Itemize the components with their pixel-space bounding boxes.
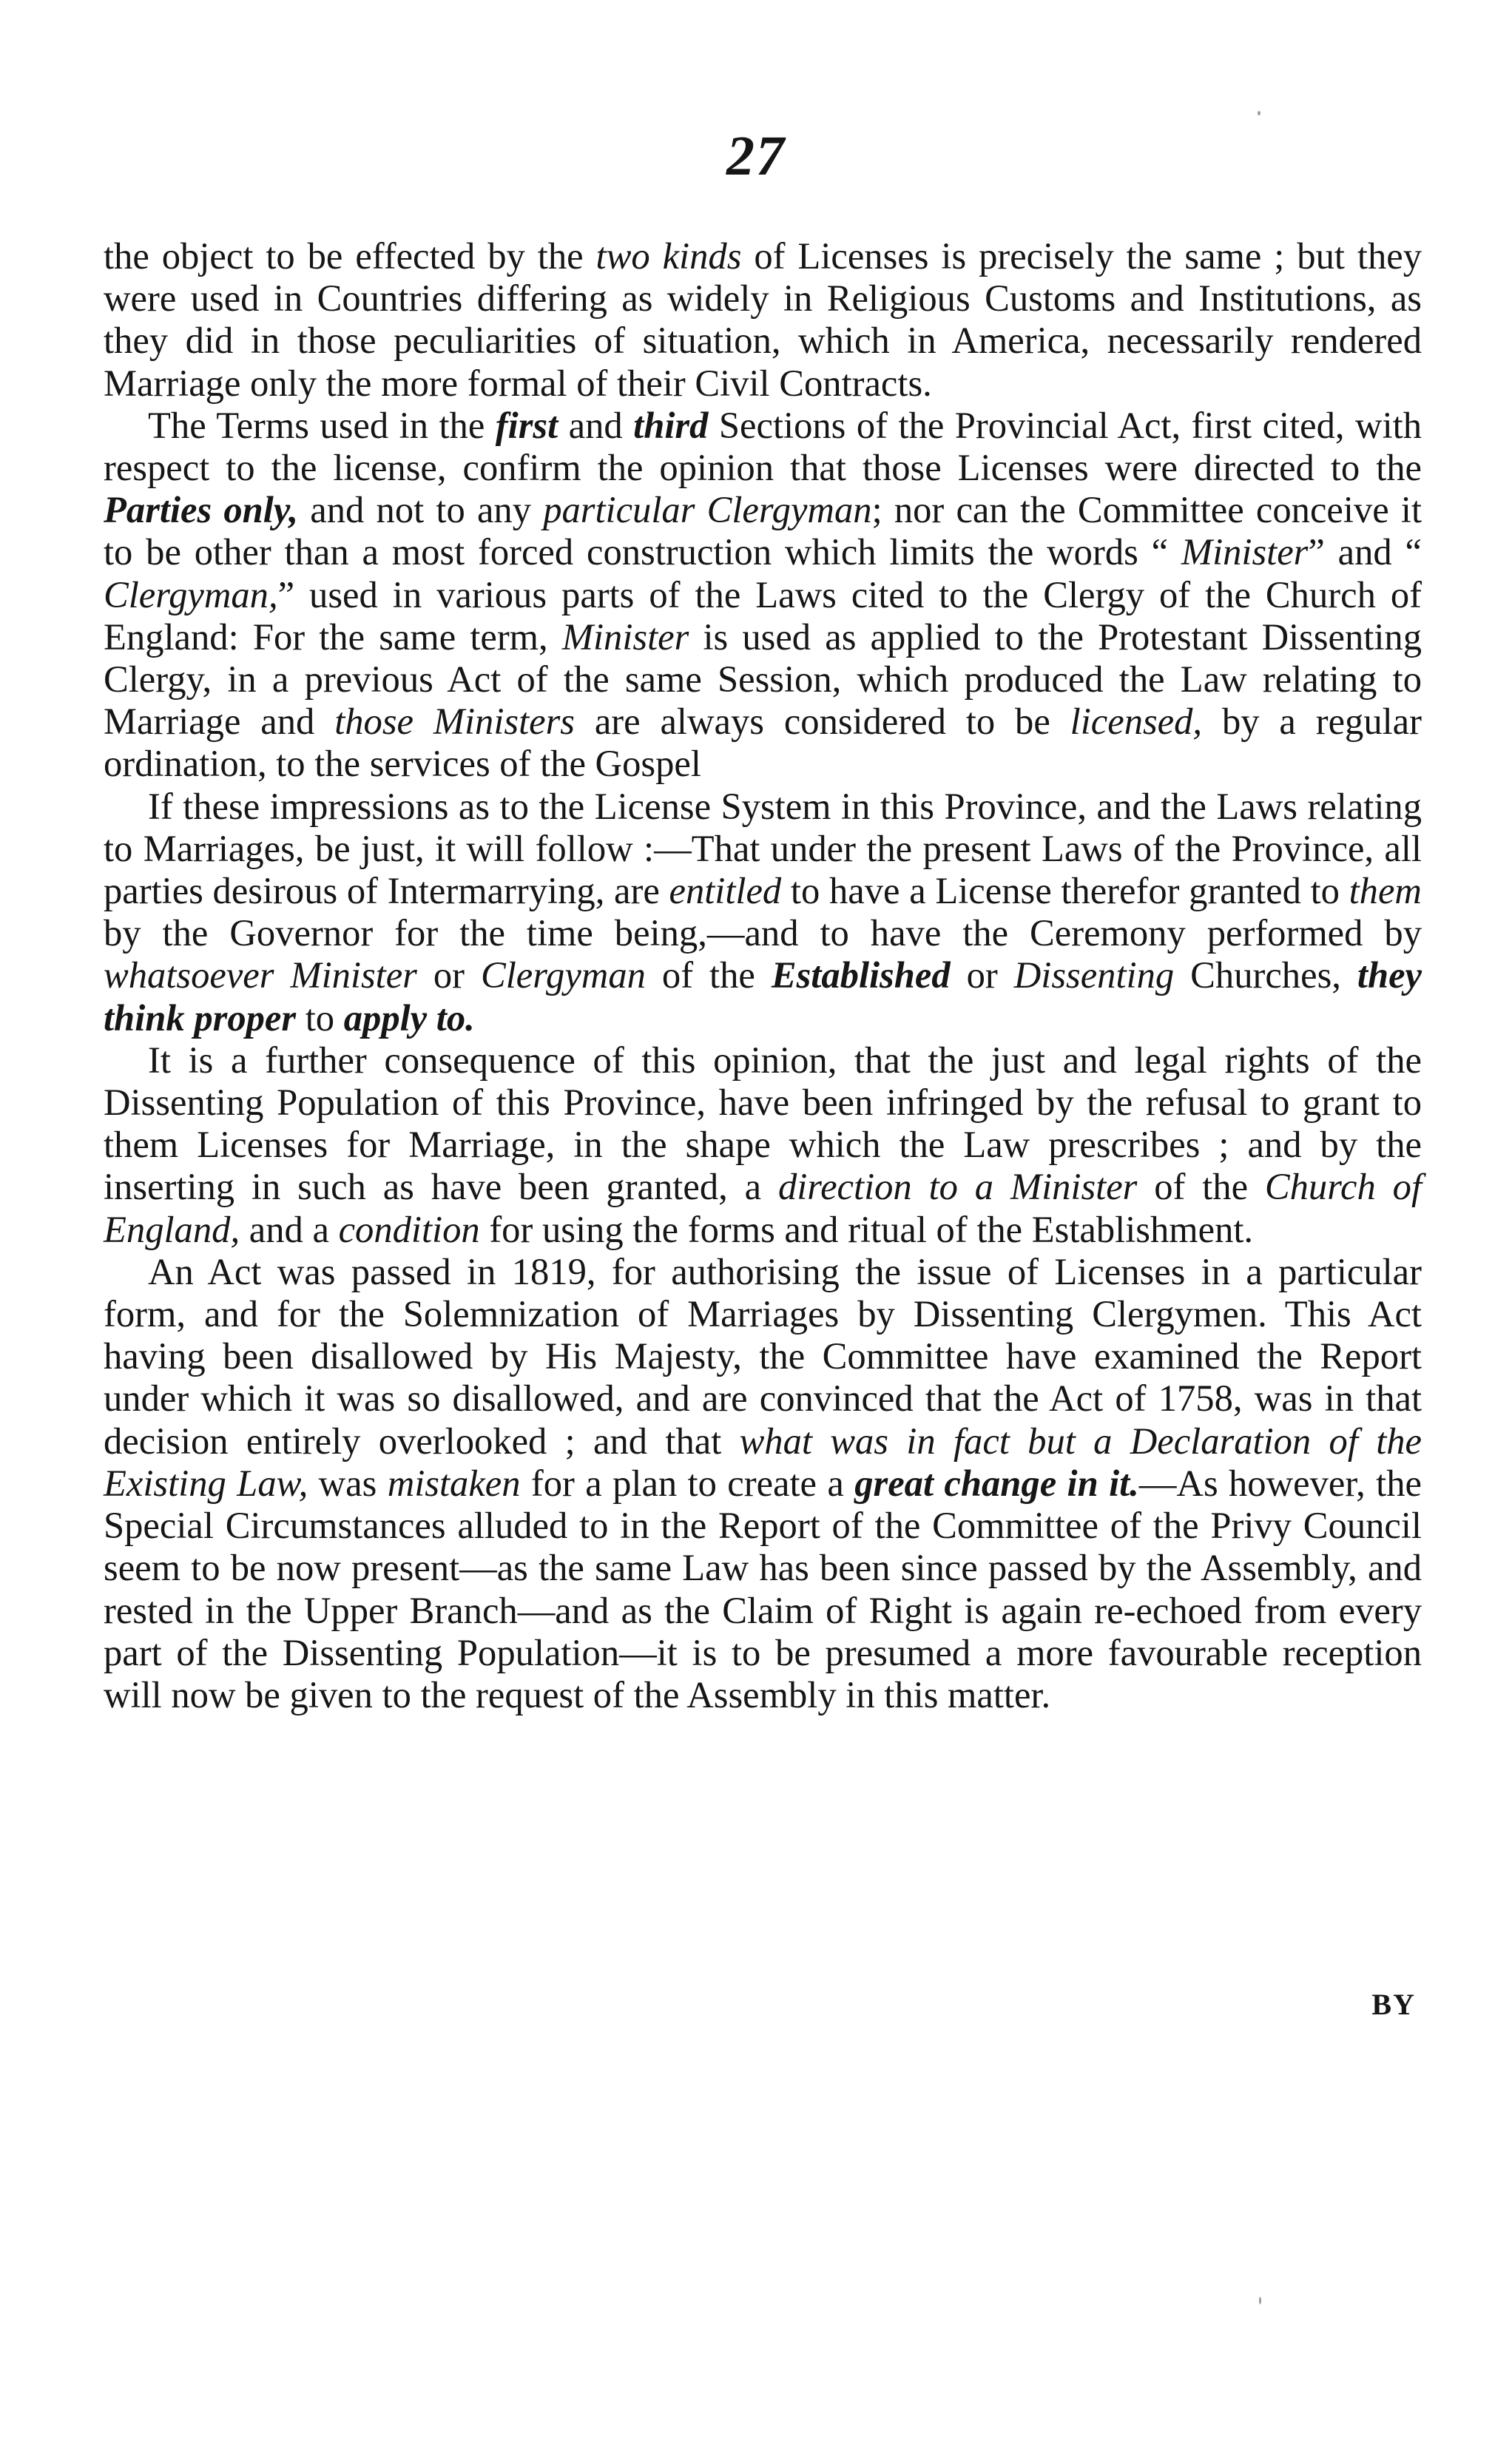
page-number: 27 <box>726 125 786 187</box>
italic-text: licensed, <box>1070 701 1203 743</box>
paragraph-3 <box>104 786 1422 1039</box>
text-run: and <box>558 404 634 446</box>
text-run: the object to be effected by the <box>104 235 596 277</box>
text-run: of the <box>1137 1166 1265 1208</box>
italic-text: Clergyman <box>480 954 646 996</box>
paragraph-5 <box>104 1251 1422 1716</box>
italic-text: what was in fact but a Declaration of the Existing Law, <box>104 1420 1422 1504</box>
italic-text: Minister <box>561 615 689 658</box>
paper-speck <box>1259 2297 1261 2304</box>
text-run: was <box>308 1462 388 1504</box>
italic-text: Minister <box>1181 531 1309 573</box>
bold-italic-text: third <box>633 404 709 446</box>
text-run: Sections of the Provincial Act, first cited, with respect to the license, confirm the opinion that those Licenses were directed to the <box>104 404 1422 489</box>
paper-speck <box>1258 111 1260 115</box>
text-run: An Act was passed in 1819, for authorising the issue of Licenses in a particular form, and for the Solemnization of Marriages by Dissenting Clergymen. This Act having been disallowed by His Majesty, the Committee have examined the Report under which it was so disallowed, and are convinced that the Act of 1758, was in that decision entirely overlooked ; and that <box>104 1250 1422 1462</box>
text-run: of Licenses is precisely the same ; but they were used in Countries differing as widely in Religious Customs and Institutions, as they did in those peculiarities of situation, which in America, necessarily rendered Marriage only the more formal of their Civil Contracts. <box>104 235 1422 404</box>
text-run: The Terms used in the <box>148 404 496 446</box>
text-run: to <box>296 996 344 1039</box>
text-run: by the Governor for the time being,—and to have the Ceremony performed by <box>104 912 1422 954</box>
body-text <box>104 235 1422 1716</box>
bold-italic-text: first <box>495 404 558 446</box>
italic-text: condition <box>338 1208 480 1250</box>
bold-italic-text: great change in it. <box>854 1462 1139 1504</box>
text-run: Churches, <box>1174 954 1357 996</box>
text-run: for a plan to create a <box>520 1462 855 1504</box>
paragraph-4 <box>104 1039 1422 1251</box>
italic-text: direction to a Minister <box>777 1166 1138 1208</box>
text-run: is used as applied to the Protestant Dissenting Clergy, in a previous Act of the same Session, which produced the Law relating to Marriage and <box>104 615 1422 743</box>
text-run: If these impressions as to the License System in this Province, and the Laws relating to Marriages, be just, it will follow :—That under the present Laws of the Province, all parties desirous of Intermarrying, are <box>104 785 1422 912</box>
text-run: or <box>950 954 1014 996</box>
text-run: and a <box>240 1208 339 1250</box>
italic-text: Clergyman, <box>104 573 278 615</box>
bold-italic-text: Established <box>771 954 951 996</box>
text-run: ” and “ <box>1308 531 1422 573</box>
italic-text: particular Clergyman <box>543 489 872 531</box>
text-run: by a regular ordination, to the services of the Gospel <box>104 701 1422 785</box>
italic-text: those Ministers <box>334 701 575 743</box>
italic-text: whatsoever Minister <box>104 954 417 996</box>
text-run: for using the forms and ritual of the Establishment. <box>479 1208 1254 1250</box>
text-run: to have a License therefor granted to <box>781 870 1349 912</box>
bold-italic-text: Parties only, <box>104 489 299 531</box>
text-run: of the <box>645 954 772 996</box>
bold-italic-text: apply to. <box>343 996 475 1039</box>
text-run: It is a further consequence of this opinion, that the just and legal rights of the Dissenting Population of this Province, have been infringed by the refusal to grant to them Licenses for Marriage, in the shape which the Law prescribes ; and by the inserting in such as have been granted, a <box>104 1039 1422 1208</box>
paragraph-2 <box>104 405 1422 786</box>
italic-text: Church of England, <box>104 1166 1422 1250</box>
paragraph-1 <box>104 235 1422 405</box>
italic-text: two kinds <box>595 235 742 277</box>
italic-text: Dissenting <box>1013 954 1175 996</box>
italic-text: mistaken <box>387 1462 521 1504</box>
italic-text: entitled <box>669 870 782 912</box>
text-run: or <box>416 954 481 996</box>
text-run: ; nor can the Committee conceive it to be other than a most forced construction which limits the words “ <box>104 489 1422 573</box>
text-run: ” used in various parts of the Laws cited to the Clergy of the Church of England: For the same term, <box>104 573 1422 658</box>
bold-italic-text: they think proper <box>104 954 1422 1039</box>
italic-text: them <box>1349 870 1422 912</box>
catchword: BY <box>1371 1988 1416 2021</box>
text-run: and not to any <box>298 489 544 531</box>
text-run: —As however, the Special Circumstances alluded to in the Report of the Committee of the Privy Council seem to be now present—as the same Law has been since passed by the Assembly, and rested in the Upper Branch—and as the Claim of Right is again re-echoed from every part of the Dissenting Population—it is to be presumed a more favourable reception will now be given to the request of the Assembly in this matter. <box>104 1462 1422 1716</box>
text-run: are always considered to be <box>574 701 1070 743</box>
